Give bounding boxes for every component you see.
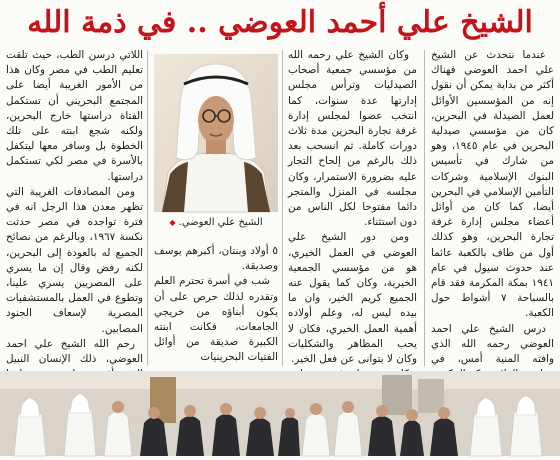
paragraph: ٥ أولاد وبنتان، أكبرهم يوسف وصديقة. xyxy=(154,245,278,273)
column-divider xyxy=(147,50,148,366)
column-divider xyxy=(424,50,425,366)
article-column-4 xyxy=(6,48,143,366)
paragraph: ومن المصادفات الغريبة التي تظهر معدن هذا الرجل انه في فترة تواجده في مصر حدثت نكسة ١٩٦٧، وبالرغم من نصائح الجميع له بالعودة إلى البحرين، لكنه رفض وقال إن ما يسري على المصريين يسري علينا، وتطوع في العمل بالمستشفيات المصرية لإسعاف الجنود المصابين. xyxy=(6,185,143,335)
column-divider xyxy=(282,50,283,366)
portrait-illustration xyxy=(154,54,278,212)
paragraph: درس الشيخ علي احمد العوضي رحمه الله الذي وافته المنية أمس، في xyxy=(431,322,554,366)
article-column-1 xyxy=(431,48,554,366)
paragraph: ومن دور الشيخ علي العوضي في العمل الخيري، هو من مؤسسي الجمعية الخيرية، وكان كما يقول عنه الجميع كريم الخير، وان ما بيده ليس له، وعلم أولاده أهمية العمل الخيري، فكان لا يحب المظاهر والشكليات وكان لا يتوانى عن فعل الخير. xyxy=(288,231,417,366)
paragraph: عندما نتحدث عن الشيخ علي احمد العوضي فهناك أكثر من بداية يمكن أن نقول إنه من المؤسسين الأوائل لعمل الصيدلة في البحرين، كان من مؤسسي صيدلية البحرين في عام ١٩٤٥، وهو من شارك في تأسيس البنوك الإسلامية وشركات التأمين الإسلامي في البحرين أيضا، كما كان من أوائل أعضاء مجلس إدارة غرفة تجارة البحرين، وهو كذلك أول من طاف بالكعبة عائما عند حدوث سيول في عام ١٩٤١ بمكة المكرمة فقد قام بالسباحة ٧ أشواط حول الكعبة. xyxy=(431,49,555,320)
group-photo-illustration xyxy=(0,371,560,456)
paragraph: وكان الشيخ علي رحمه الله من مؤسسي جمعية أصحاب الصيدليات وترأس مجلس إدارتها عدة سنوات، كما انتخب عضوا لمجلس إدارة غرفة تجارة البحرين مدة ثلاث دورات كاملة. ثم انسحب بعد ذلك بالرغم من إلحاح التجار عليه بضرورة الاستمرار، وكان مجلسه في المنزل والمتجر دائما مفتوحا لكل الناس من دون استثناء. xyxy=(288,49,417,229)
article-column-2 xyxy=(288,48,417,366)
article-column-3 xyxy=(154,244,278,366)
caption-text: الشيخ علي العوضي. xyxy=(178,217,263,228)
paragraph: شب في أسرة تحترم العلم وتقدره لذلك حرص على أن يكون أبناؤه من خريجي الجامعات، فكانت ابنته الكبيرة صديقة من أوائل الفتيات البحرينيات xyxy=(154,275,278,364)
headline: الشيخ علي أحمد العوضي .. في ذمة الله xyxy=(27,5,533,40)
paragraph: رحم الله الشيخ علي احمد العوضي، ذلك الإنسان النبيل xyxy=(6,337,143,366)
paragraph: اللاتي درسن الطب، حيث تلقت تعليم الطب في مصر وكان هذا من الأمور الغريبة أيضا على المجتمع البحريني أن تستكمل الفتاة دراستها خارج البحرين، ولكنه شجع ابنته على تلك الخطوة بل وسافر معها ليتكفل بالأسرة في مصر لكي تستكمل دراستها. xyxy=(6,49,143,183)
caption-marker-icon: ◆ xyxy=(169,218,176,227)
photo-caption xyxy=(154,216,278,230)
group-photo xyxy=(0,371,560,456)
portrait-photo xyxy=(154,54,278,212)
